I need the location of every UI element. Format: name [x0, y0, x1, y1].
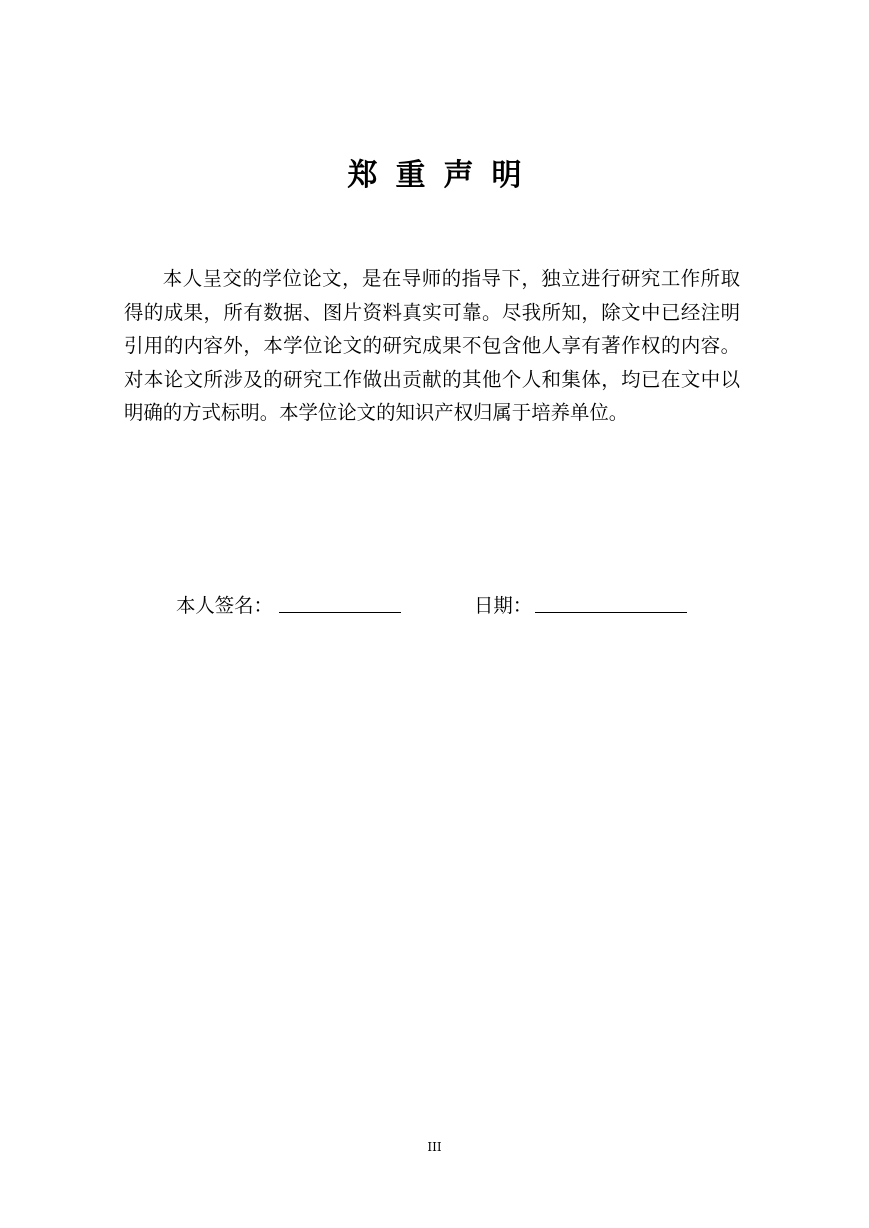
declaration-paragraph: 本人呈交的学位论文，是在导师的指导下，独立进行研究工作所取得的成果，所有数据、图片资料真实可靠。尽我所知，除文中已经注明引用的内容外，本学位论文的研究成果不包含他人享有著作权的内容。对本论文所涉及的研究工作做出贡献的其他个人和集体，均已在文中以明确的方式标明。本学位论文的知识产权归属于培养单位。: [124, 267, 740, 424]
page-title: 郑重声明: [347, 158, 540, 193]
date-label: 日期：: [474, 594, 533, 617]
signature-label: 本人签名：: [176, 594, 273, 617]
page-number: III: [427, 1140, 442, 1154]
date-line[interactable]: [535, 612, 687, 613]
signature-line[interactable]: [279, 612, 401, 613]
signature-row: [0, 590, 869, 622]
